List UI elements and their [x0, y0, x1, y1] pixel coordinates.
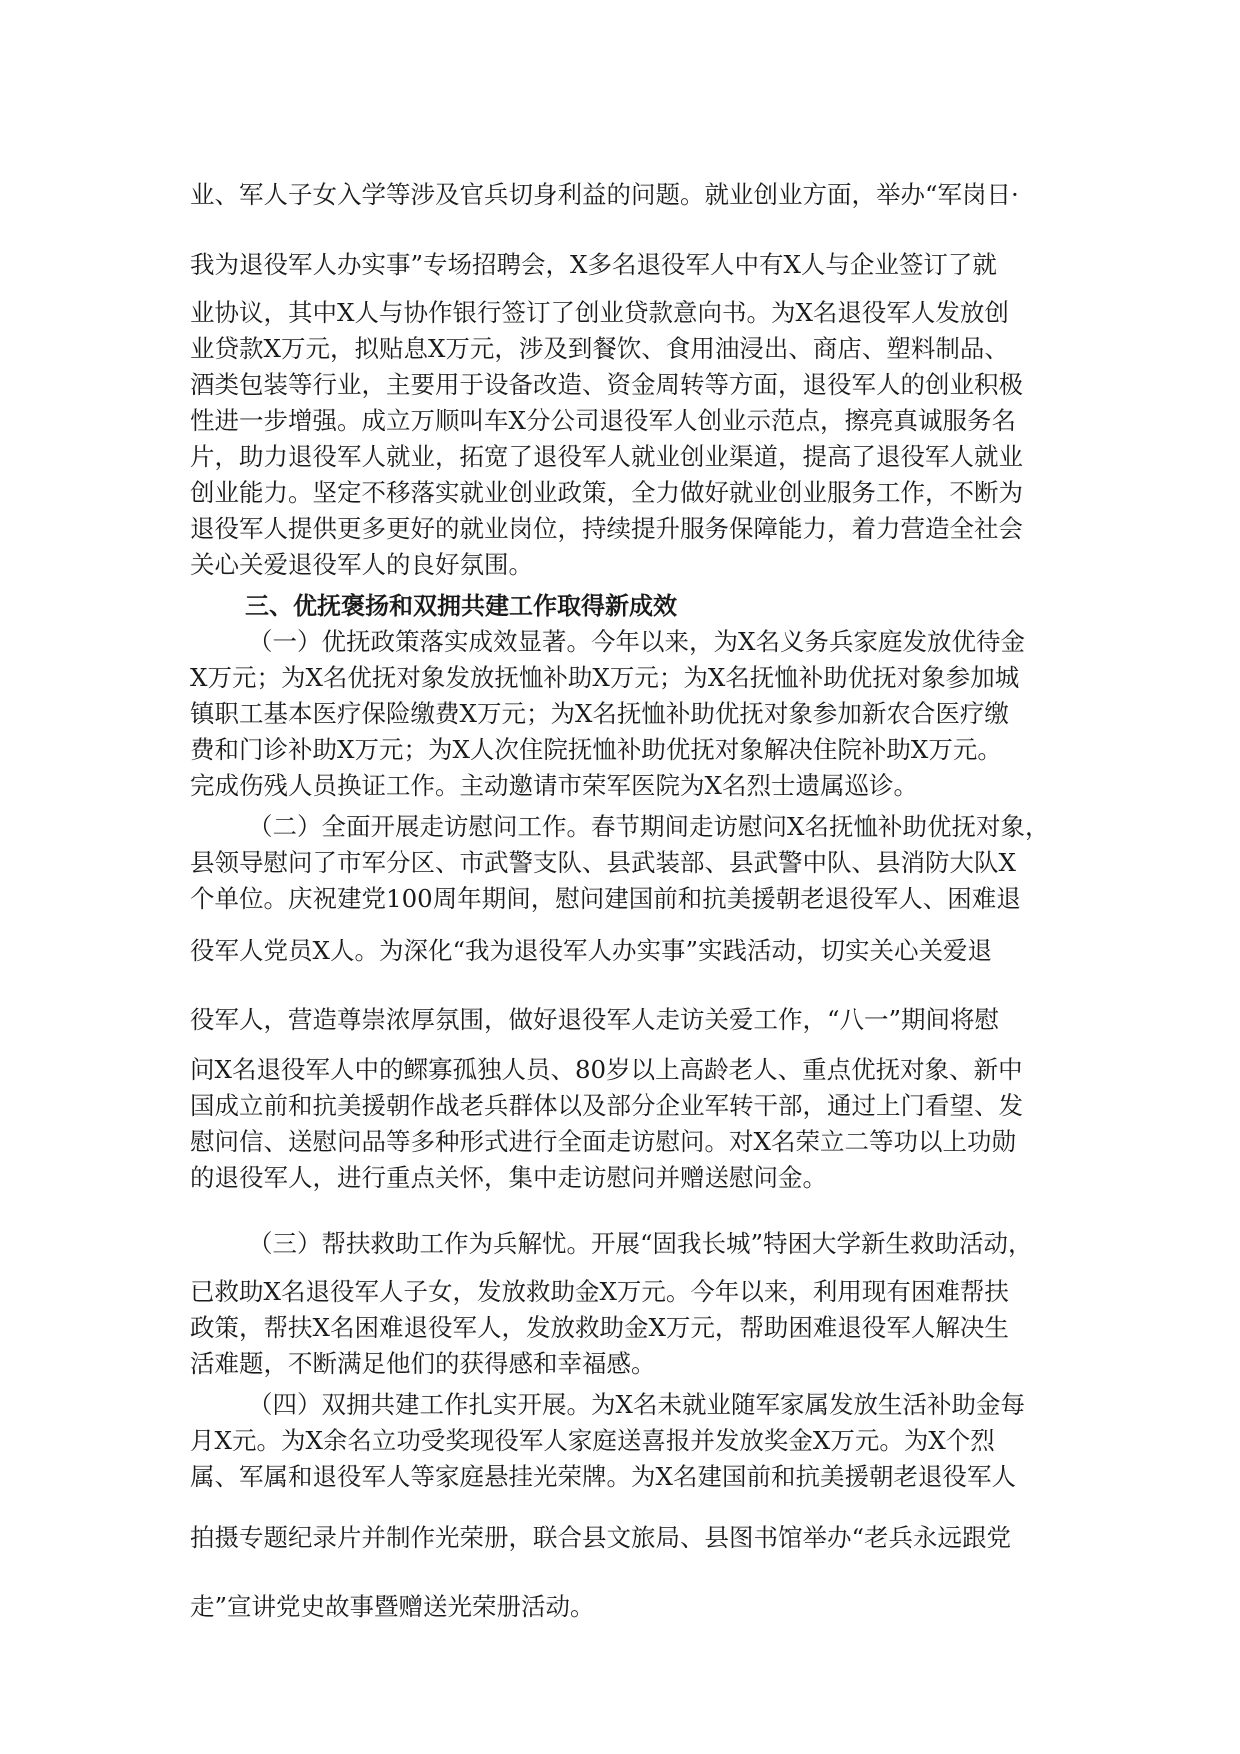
text-line: 役军人，营造尊崇浓厚氛围，做好退役军人走访关爱工作，“八一”期间将慰 [190, 1005, 1000, 1034]
text-line: 片，助力退役军人就业，拓宽了退役军人就业创业渠道，提高了退役军人就业 [190, 442, 1023, 471]
text-line: 役军人党员X人。为深化“我为退役军人办实事”实践活动，切实关心关爱退 [190, 936, 992, 965]
text-line: 镇职工基本医疗保险缴费X万元；为X名抚恤补助优抚对象参加新农合医疗缴 [190, 699, 1009, 728]
text-line: 国成立前和抗美援朝作战老兵群体以及部分企业军转干部，通过上门看望、发 [190, 1091, 1023, 1120]
text-line: 属、军属和退役军人等家庭悬挂光荣牌。为X名建国前和抗美援朝老退役军人 [190, 1462, 1016, 1491]
text-line: 月X元。为X余名立功受奖现役军人家庭送喜报并发放奖金X万元。为X个烈 [190, 1426, 995, 1455]
text-line: 活难题，不断满足他们的获得感和幸福感。 [190, 1349, 656, 1378]
text-line: 政策，帮扶X名困难退役军人，发放救助金X万元，帮助困难退役军人解决生 [190, 1313, 1009, 1342]
text-line: X万元；为X名优抚对象发放抚恤补助X万元；为X名抚恤补助优抚对象参加城 [190, 663, 1020, 692]
text-line: 关心关爱退役军人的良好氛围。 [190, 550, 533, 579]
text-line: 创业能力。坚定不移落实就业创业政策，全力做好就业创业服务工作，不断为 [190, 478, 1023, 507]
text-line: 业贷款X万元，拟贴息X万元，涉及到餐饮、食用油浸出、商店、塑料制品、 [190, 334, 1009, 363]
paragraph-first-line: （二）全面开展走访慰问工作。春节期间走访慰问X名抚恤补助优抚对象， [248, 812, 1050, 841]
text-line: 拍摄专题纪录片并制作光荣册，联合县文旅局、县图书馆举办“老兵永远跟党 [190, 1523, 1012, 1552]
text-line: 个单位。庆祝建党100周年期间，慰问建国前和抗美援朝老退役军人、困难退 [190, 884, 1021, 913]
text-line: 走”宣讲党史故事暨赠送光荣册活动。 [190, 1592, 595, 1621]
text-line: 问X名退役军人中的鳏寡孤独人员、80岁以上高龄老人、重点优抚对象、新中 [190, 1055, 1023, 1084]
paragraph-first-line: （四）双拥共建工作扎实开展。为X名未就业随军家属发放生活补助金每 [248, 1390, 1025, 1419]
paragraph-first-line: （三）帮扶救助工作为兵解忧。开展“固我长城”特困大学新生救助活动， [248, 1229, 1033, 1258]
text-line: 业、军人子女入学等涉及官兵切身利益的问题。就业创业方面，举办“军岗日· [190, 180, 1019, 209]
text-line: 的退役军人，进行重点关怀，集中走访慰问并赠送慰问金。 [190, 1163, 827, 1192]
text-line: 酒类包装等行业，主要用于设备改造、资金周转等方面，退役军人的创业积极 [190, 370, 1023, 399]
text-line: 慰问信、送慰问品等多种形式进行全面走访慰问。对X名荣立二等功以上功勋 [190, 1127, 1016, 1156]
text-line: 已救助X名退役军人子女，发放救助金X万元。今年以来，利用现有困难帮扶 [190, 1277, 1009, 1306]
paragraph-first-line: （一）优抚政策落实成效显著。今年以来，为X名义务兵家庭发放优待金 [248, 627, 1025, 656]
section-heading: 三、优抚褒扬和双拥共建工作取得新成效 [245, 592, 677, 620]
text-line: 退役军人提供更多更好的就业岗位，持续提升服务保障能力，着力营造全社会 [190, 514, 1023, 543]
text-line: 费和门诊补助X万元；为X人次住院抚恤补助优抚对象解决住院补助X万元。 [190, 735, 1002, 764]
text-line: 县领导慰问了市军分区、市武警支队、县武装部、县武警中队、县消防大队X [190, 848, 1016, 877]
text-line: 完成伤残人员换证工作。主动邀请市荣军医院为X名烈士遗属巡诊。 [190, 771, 918, 800]
text-line: 性进一步增强。成立万顺叫车X分公司退役军人创业示范点，擦亮真诚服务名 [190, 406, 1016, 435]
text-line: 业协议，其中X人与协作银行签订了创业贷款意向书。为X名退役军人发放创 [190, 298, 1009, 327]
text-line: 我为退役军人办实事”专场招聘会，X多名退役军人中有X人与企业签订了就 [190, 250, 997, 279]
